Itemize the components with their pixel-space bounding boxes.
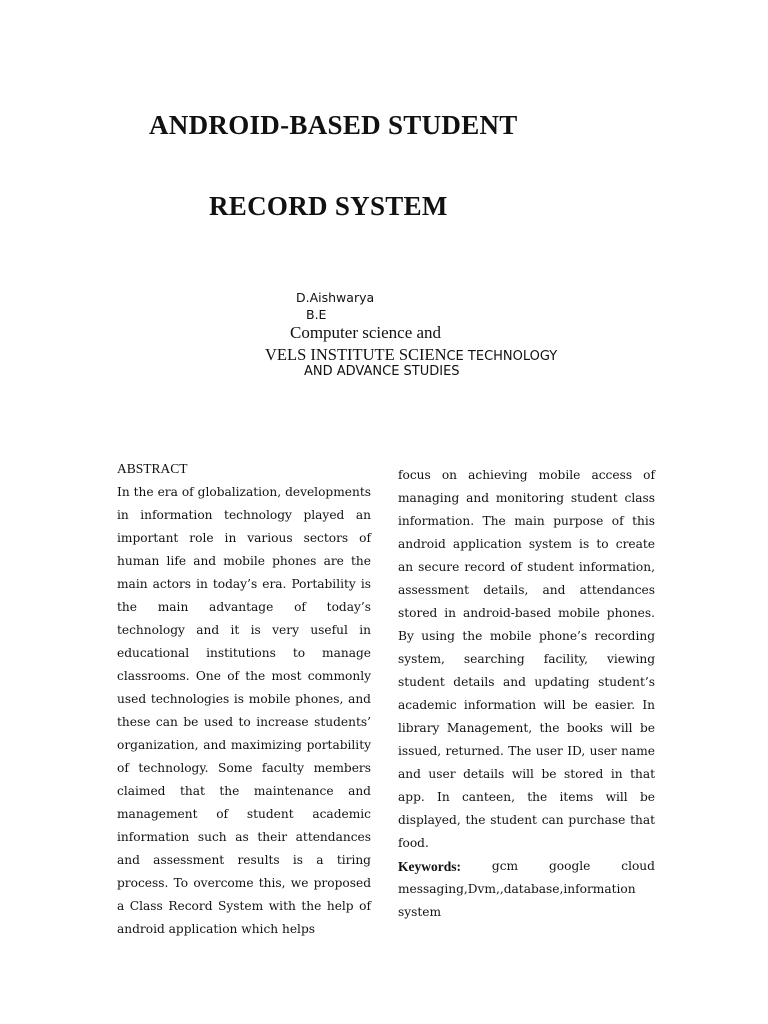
keywords-line-2: messaging,Dvm,,database,information [398, 882, 636, 896]
author-degree: B.E [306, 307, 327, 322]
keyword-word: cloud [621, 859, 655, 873]
paper-title-line-1: ANDROID-BASED STUDENT [149, 110, 518, 140]
abstract-right-column [398, 464, 655, 924]
author-department: Computer science and [290, 323, 442, 342]
author-institution-line-2: AND ADVANCE STUDIES [304, 364, 460, 379]
keywords-line-3: system [398, 905, 442, 919]
author-institution-line-1 [265, 345, 557, 365]
keywords-row [398, 855, 655, 878]
institution-part-2: CE TECHNOLOGY [446, 349, 558, 364]
abstract-paragraph-left: In the era of globalization, developments in information technology played an important role in various sectors of human life and mobile phones are the main actors in today’s era. Portability is the main advantage of today’s technology and it is very useful in educational institutions to manage classrooms. One of the most commonly used technologies is mobile phones, and these can be used to increase students’ organization, and maximizing portability of technology. Some faculty members claimed that the maintenance and management of student academic information such as their attendances and assessment results is a tiring process. To overcome this, we proposed a Class Record System with the help of android application which helps [117, 485, 371, 936]
keywords-label: Keywords: [398, 859, 461, 874]
institution-part-1: VELS INSTITUTE SCIEN [265, 345, 447, 364]
abstract-heading: ABSTRACT [117, 461, 188, 476]
abstract-paragraph-right: focus on achieving mobile access of managing and monitoring student class information. The main purpose of this android application system is to create an secure record of student information, assessment details, and attendances stored in android-based mobile phones. By using the mobile phone’s recording system, searching facility, viewing student details and updating student’s academic information will be easier. In library Management, the books will be issued, returned. The user ID, user name and user details will be stored in that app. In canteen, the items will be displayed, the student can purchase that food. [398, 468, 655, 850]
keyword-word: google [548, 859, 591, 873]
abstract-left-column [117, 459, 371, 941]
paper-title-line-2: RECORD SYSTEM [209, 191, 448, 221]
author-name: D.Aishwarya [296, 290, 375, 305]
keyword-word: gcm [491, 859, 519, 873]
